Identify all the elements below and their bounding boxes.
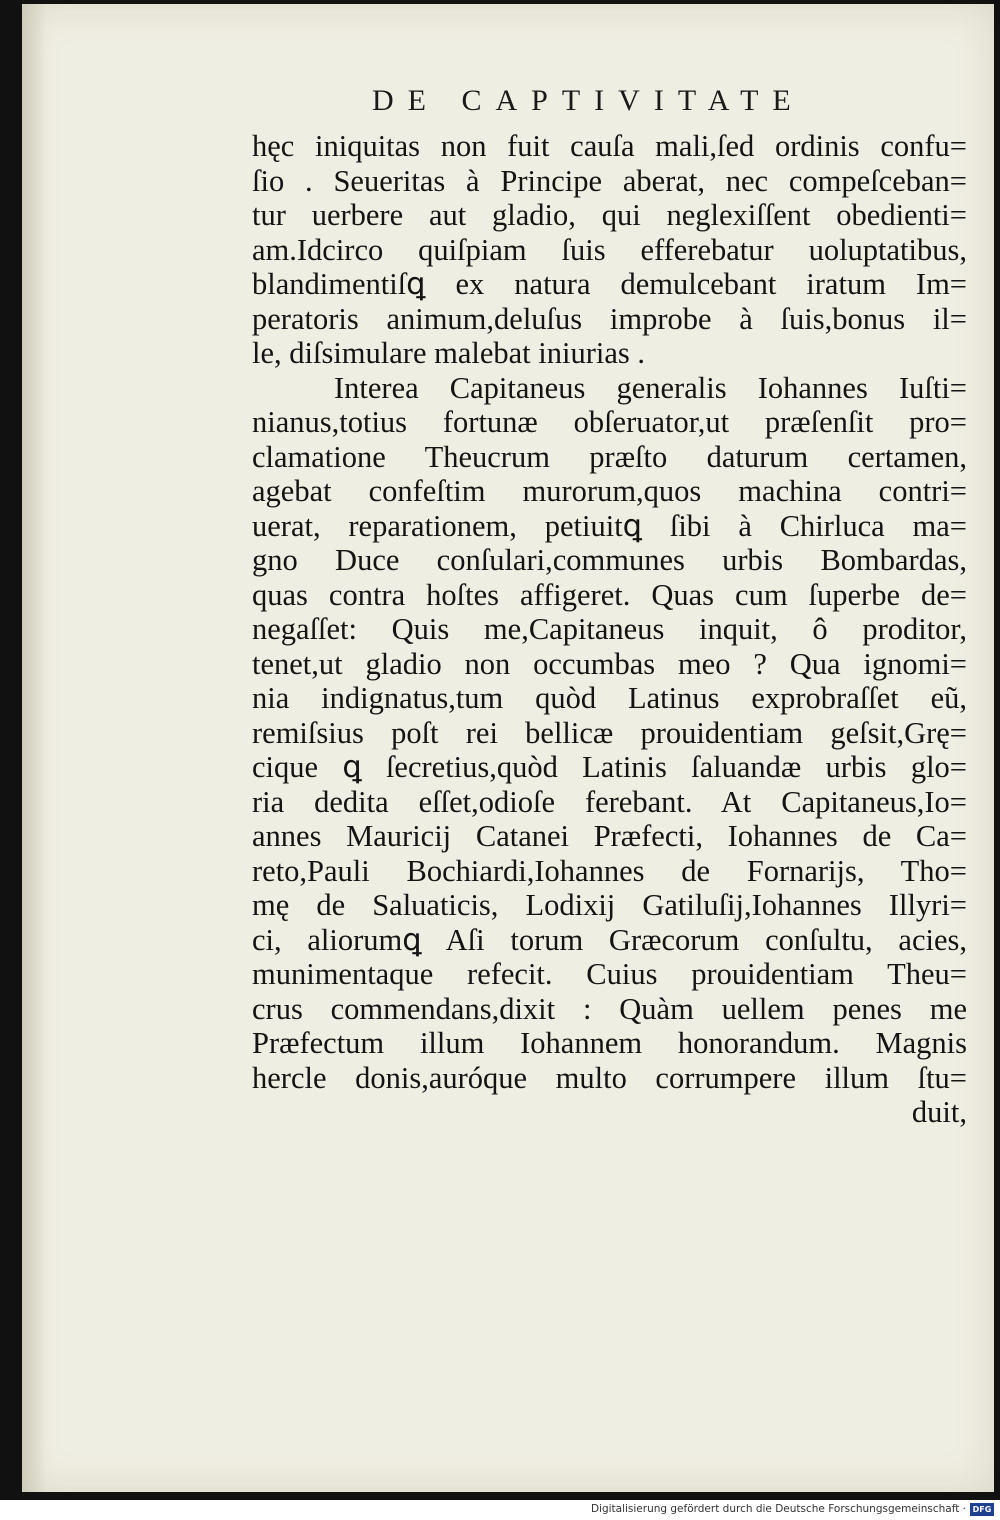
text-line: am.Idcirco quiſpiam ſuis efferebatur uoluptatibus, bbox=[252, 232, 967, 267]
text-line: annes Mauricij Catanei Præfecti, Iohannes de Ca= bbox=[252, 819, 967, 853]
text-line: ſio . Seueritas à Principe aberat, nec compeſceban= bbox=[252, 163, 967, 198]
text-line: negaſſet: Quis me,Capitaneus inquit, ô proditor, bbox=[252, 612, 967, 646]
text-line: uerat, reparationem, petiuitꝗ ſibi à Chirluca ma= bbox=[252, 508, 967, 543]
book-page bbox=[22, 4, 994, 1492]
digitization-footer bbox=[0, 1500, 1000, 1520]
text-line: hęc iniquitas non fuit cauſa mali,ſed ordinis confu= bbox=[252, 129, 967, 163]
text-line: blandimentiſꝗ ex natura demulcebant iratum Im= bbox=[252, 267, 967, 301]
text-line: gno Duce conſulari,communes urbis Bombardas, bbox=[252, 543, 967, 577]
text-line: reto,Pauli Bochiardi,Iohannes de Fornarijs, Tho= bbox=[252, 853, 967, 888]
text-line: remiſsius poſt rei bellicæ prouidentiam geſsit,Grę= bbox=[252, 715, 967, 750]
text-line: le, diſsimulare malebat iniurias . bbox=[252, 336, 646, 370]
text-line: ci, aliorumꝗ Aſi torum Græcorum conſultu, acies, bbox=[252, 922, 967, 957]
text-line: quas contra hoſtes affigeret. Quas cum ſuperbe de= bbox=[252, 577, 967, 612]
text-line: crus commendans,dixit : Quàm uellem penes me bbox=[252, 991, 967, 1026]
text-line: clamatione Theucrum præſto daturum certamen, bbox=[252, 439, 967, 474]
text-line: Præfectum illum Iohannem honorandum. Magnis bbox=[252, 1026, 967, 1060]
text-line: agebat confeſtim murorum,quos machina contri= bbox=[252, 474, 967, 508]
dfg-logo-icon: DFG bbox=[970, 1503, 994, 1516]
page-gutter-shadow bbox=[22, 4, 46, 1492]
text-line: cique ꝗ ſecretius,quòd Latinis ſaluandæ urbis glo= bbox=[252, 750, 967, 784]
text-line: ria dedita eſſet,odioſe ferebant. At Capitaneus,Io= bbox=[252, 784, 967, 819]
text-line: peratoris animum,deluſus improbe à ſuis,bonus il= bbox=[252, 301, 967, 336]
text-line: hercle donis,auróque multo corrumpere illum ſtu= bbox=[252, 1060, 967, 1095]
text-line: nianus,totius fortunæ obſeruator,ut præſenſit pro= bbox=[252, 405, 967, 439]
body-text bbox=[252, 129, 967, 1130]
text-line: munimentaque refecit. Cuius prouidentiam Theu= bbox=[252, 957, 967, 991]
text-line-paragraph-start: Interea Capitaneus generalis Iohannes Iuſti= bbox=[334, 370, 967, 405]
funding-credit: Digitalisierung gefördert durch die Deutsche Forschungsgemeinschaft · bbox=[590, 1503, 966, 1515]
text-line: tenet,ut gladio non occumbas meo ? Qua ignomi= bbox=[252, 646, 967, 681]
text-line: nia indignatus,tum quòd Latinus exprobraſſet eũ, bbox=[252, 681, 967, 715]
running-head: DE CAPTIVITATE bbox=[372, 84, 805, 117]
text-line: mę de Saluaticis, Lodixij Gatiluſij,Iohannes Illyri= bbox=[252, 888, 967, 922]
catchword: duit, bbox=[911, 1095, 967, 1129]
text-line: tur uerbere aut gladio, qui neglexiſſent obedienti= bbox=[252, 198, 967, 232]
